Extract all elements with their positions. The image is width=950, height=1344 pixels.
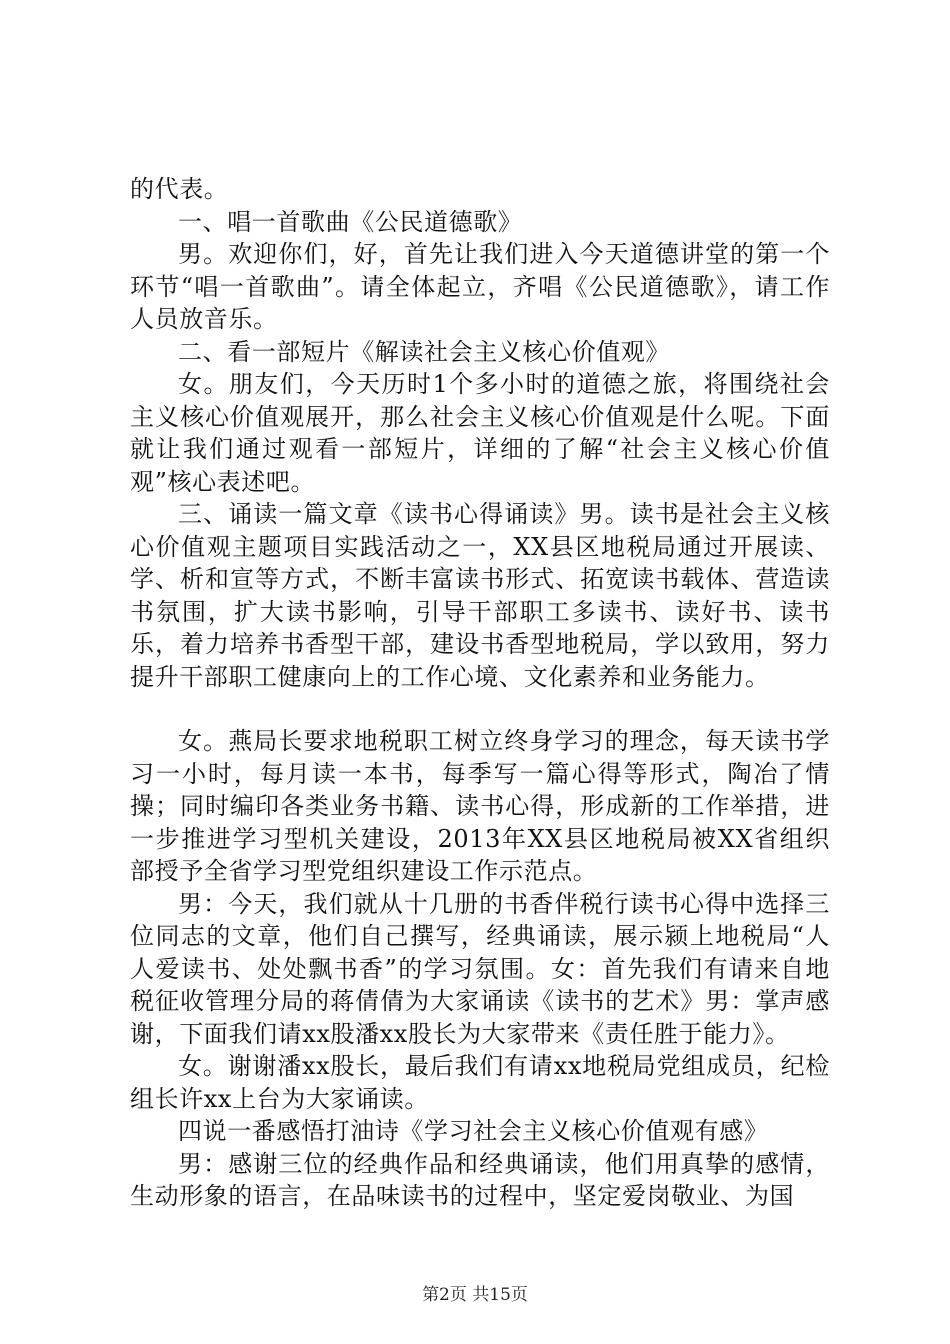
section-heading-1: 一、唱一首歌曲《公民道德歌》 — [178, 207, 523, 236]
page-number-footer: 第2页 共15页 — [422, 1285, 528, 1305]
section-heading-2: 二、看一部短片《解读社会主义核心价值观》 — [178, 337, 670, 366]
section-heading-3-paragraph: 三、诵读一篇文章《读书心得诵读》男。读书是社会主义核心价值观主题项目实践活动之一，XX县区地税局通过开展读、学、析和宣等方式，不断丰富读书形式、拓宽读书载体、营造读书氛围，扩大读书影响，引导干部职工多读书、读好书、读书乐，着力培养书香型干部，建设书香型地税局，学以致用，努力提升干部职工健康向上的工作心境、文化素养和业务能力。 — [130, 500, 830, 691]
paragraph-continuation: 的代表。 — [130, 175, 229, 203]
document-body — [130, 173, 830, 1213]
section-heading-4: 四说一番感悟打油诗《学习社会主义核心价值观有感》 — [178, 1117, 769, 1145]
paragraph-female-study: 女。燕局长要求地税职工树立终身学习的理念，每天读书学习一小时，每月读一本书，每季写一篇心得等形式，陶冶了情操；同时编印各类业务书籍、读书心得，形成新的工作举措，进一步推进学习型机关建设，2013年XX县区地税局被XX省组织部授予全省学习型党组织建设工作示范点。 — [130, 727, 830, 885]
paragraph-female-thanks: 女。谢谢潘xx股长，最后我们有请xx地税局党组成员，纪检组长许xx上台为大家诵读。 — [130, 1052, 830, 1113]
paragraph-female-intro: 女。朋友们，今天历时1个多小时的道德之旅，将围绕社会主义核心价值观展开，那么社会主义核心价值观是什么呢。下面就让我们通过观看一部短片，详细的了解“社会主义核心价值观”核心表述吧。 — [130, 370, 830, 496]
paragraph-male-welcome: 男。欢迎你们，好，首先让我们进入今天道德讲堂的第一个环节“唱一首歌曲”。请全体起立，齐唱《公民道德歌》，请工作人员放音乐。 — [130, 240, 830, 333]
paragraph-male-reading: 男：今天，我们就从十几册的书香伴税行读书心得中选择三位同志的文章，他们自己撰写，经典诵读，展示颍上地税局“人人爱读书、处处飘书香”的学习氛围。女：首先我们有请来自地税征收管理分局的蒋倩倩为大家诵读《读书的艺术》男：掌声感谢，下面我们请xx股潘xx股长为大家带来《责任胜于能力》。 — [130, 889, 830, 1048]
paragraph-male-thanks: 男：感谢三位的经典作品和经典诵读，他们用真挚的感情，生动形象的语言，在品味读书的过程中，坚定爱岗敬业、为国 — [130, 1149, 830, 1210]
